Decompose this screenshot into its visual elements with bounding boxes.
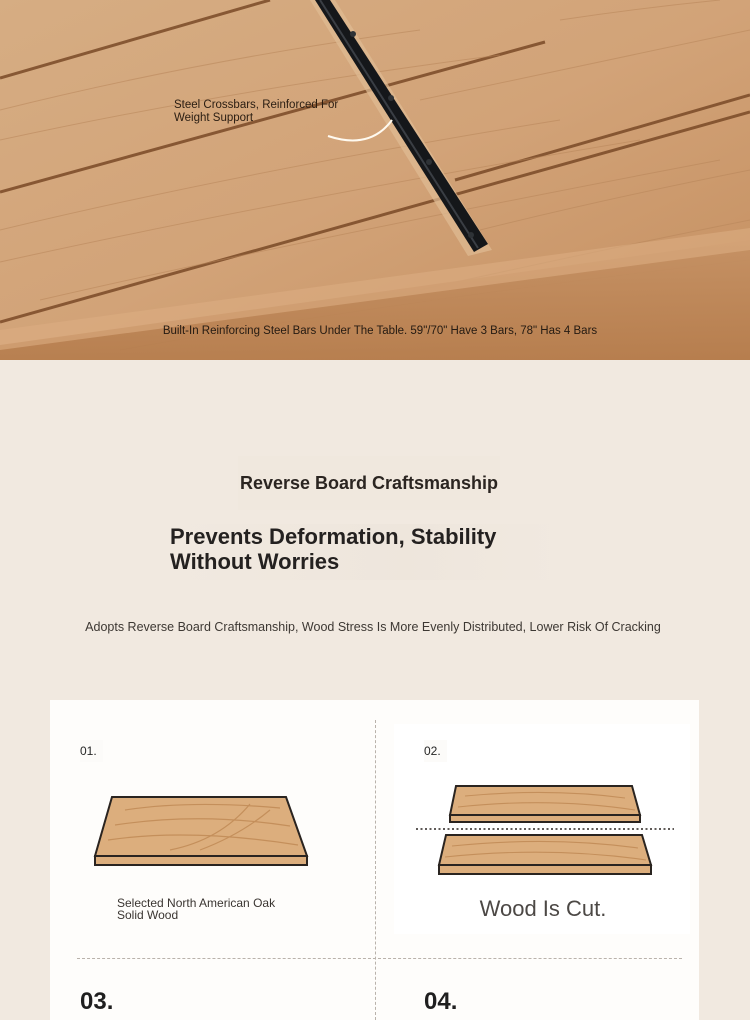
steps-card (50, 700, 699, 1020)
steel-crossbar-callout: Steel Crossbars, Reinforced For Weight Support (174, 99, 339, 124)
hero-caption: Built-In Reinforcing Steel Bars Under The Table. 59"/70" Have 3 Bars, 78" Has 4 Bars (162, 325, 598, 337)
cut-board-icon (50, 700, 699, 890)
horizontal-divider (77, 958, 682, 959)
wood-table-illustration (0, 0, 750, 360)
section-eyebrow: Reverse Board Craftsmanship (238, 456, 500, 510)
step-2-number: 02. (424, 740, 447, 762)
headline-line-2: Without Worries (170, 549, 340, 574)
step-1-caption: Selected North American Oak Solid Wood (117, 896, 276, 922)
hero-image (0, 0, 750, 360)
step-3-number: 03. (80, 988, 114, 1015)
step-2-caption: Wood Is Cut. (479, 896, 607, 921)
step-4-number: 04. (424, 988, 458, 1015)
section-subtitle: Adopts Reverse Board Craftsmanship, Wood Stress Is More Evenly Distributed, Lower Risk Of Cracking (85, 620, 661, 634)
section-headline (170, 524, 565, 580)
step-1-number: 01. (80, 740, 103, 762)
headline-line-1: Prevents Deformation, Stability (170, 524, 497, 549)
